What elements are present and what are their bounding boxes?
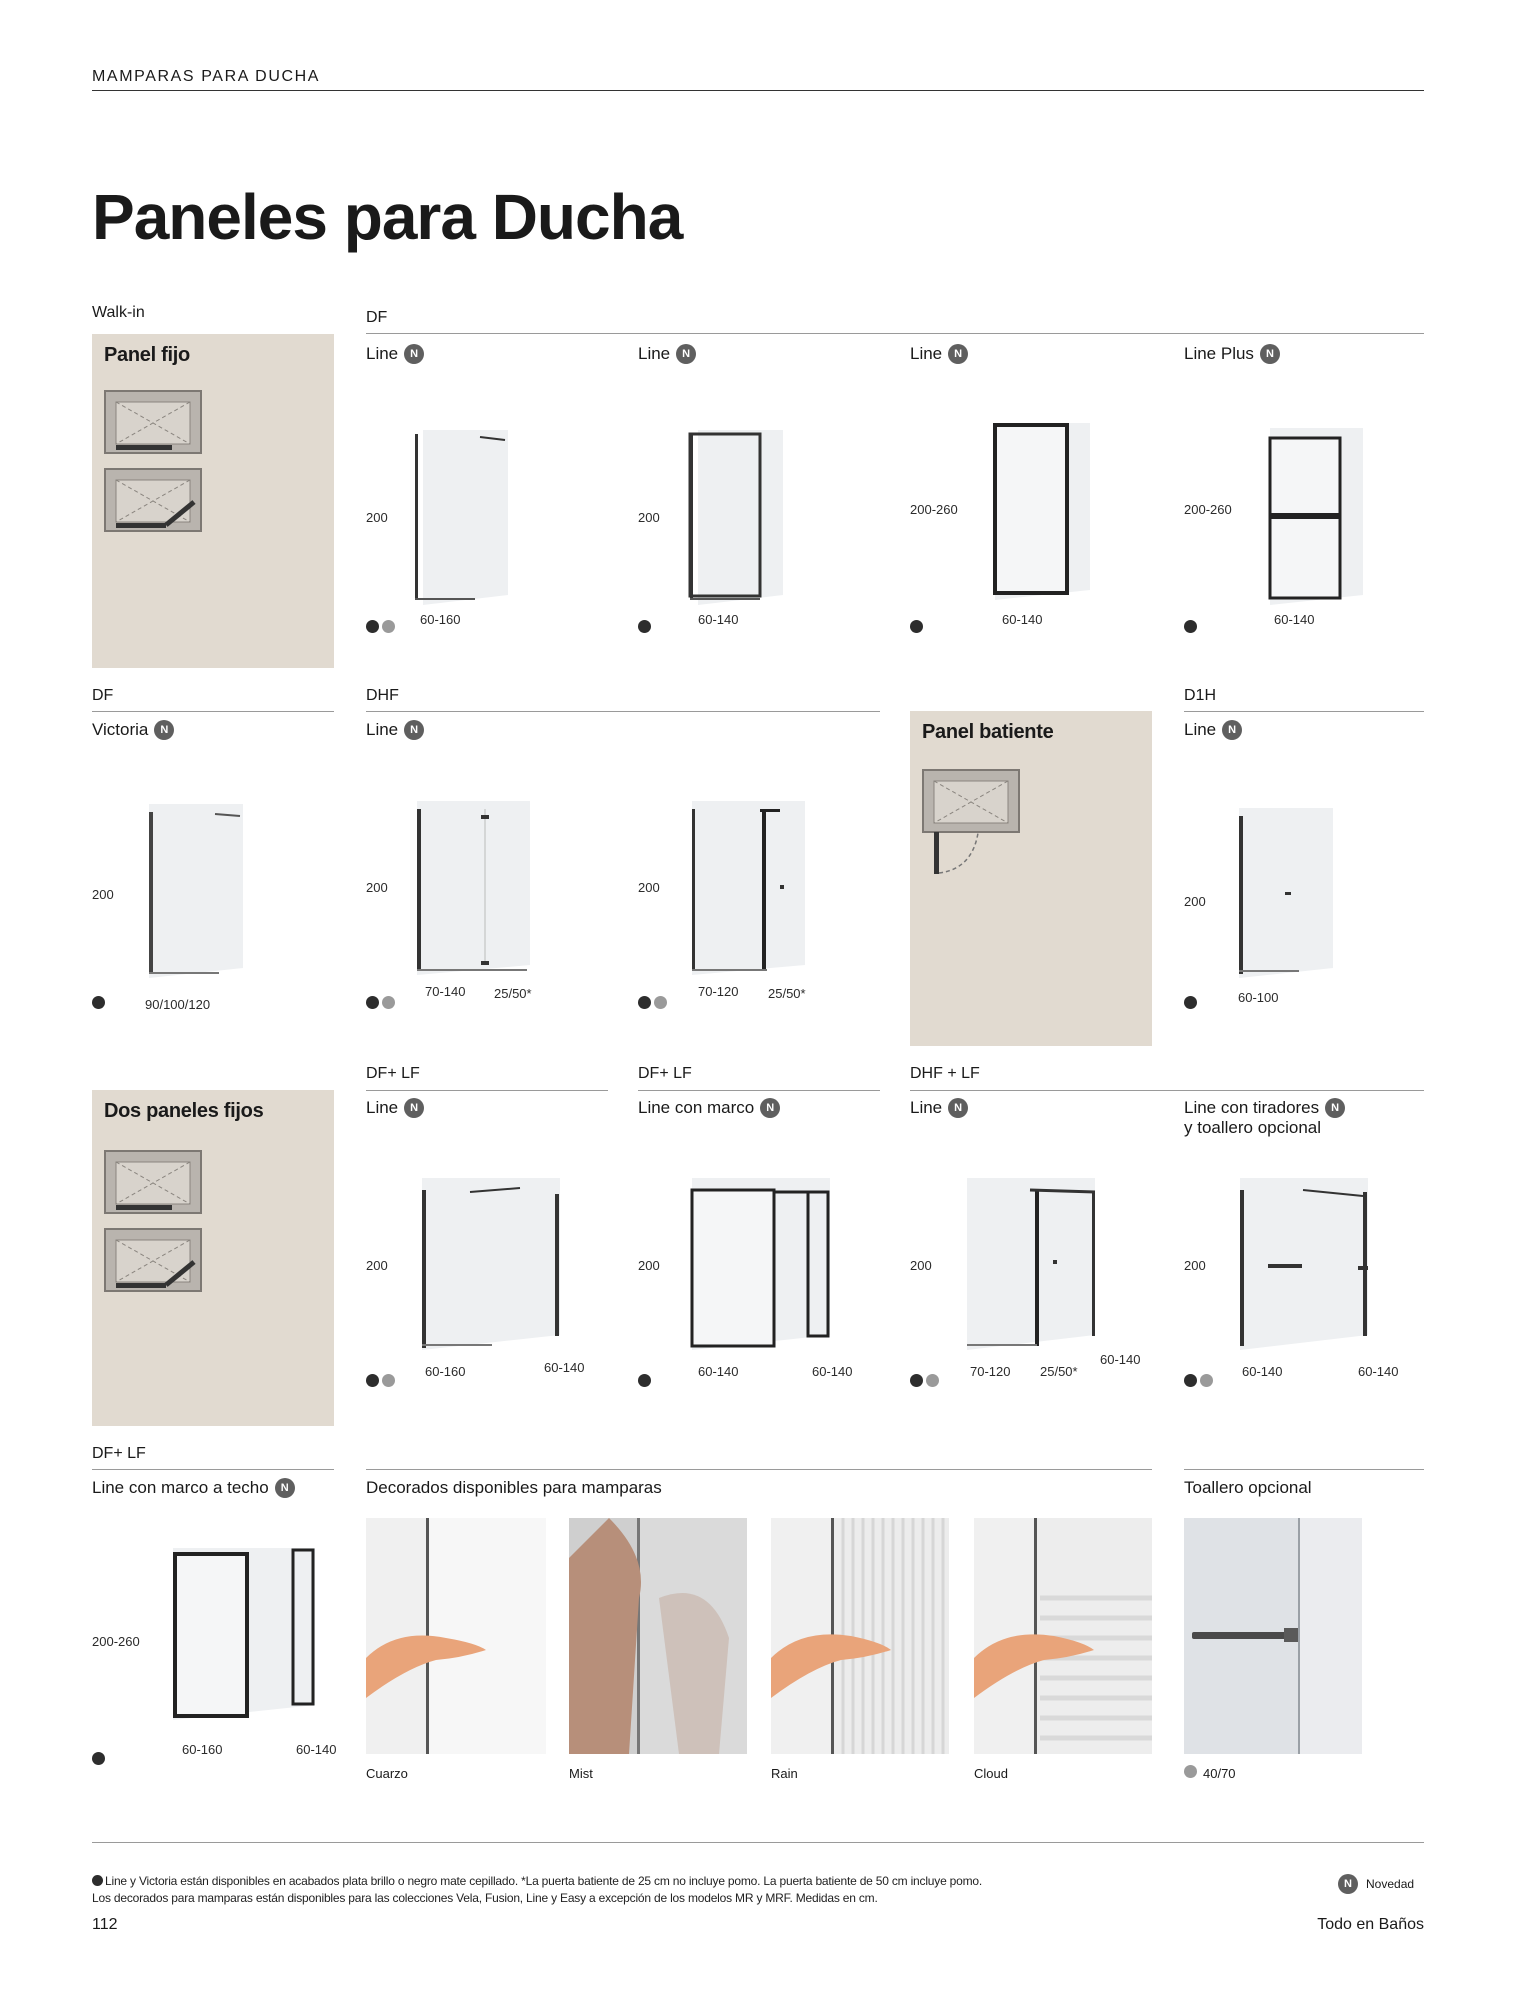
width-dimension: 70-120 (970, 1364, 1011, 1379)
height-dimension: 200 (638, 880, 660, 895)
height-dimension: 200 (910, 1258, 932, 1273)
black-finish-swatch (92, 996, 105, 1009)
finish-swatches (92, 1752, 105, 1765)
df-rule (92, 711, 334, 712)
row4-category: DF+ LF (92, 1445, 146, 1462)
return-dimension: 60-140 (296, 1742, 337, 1757)
black-finish-swatch (366, 996, 379, 1009)
two-panels-return-diagram-icon (104, 1228, 202, 1292)
width-dimension: 70-120 (698, 984, 739, 999)
black-finish-swatch (1184, 620, 1197, 633)
black-finish-swatch (638, 1374, 651, 1387)
height-dimension: 200 (366, 510, 388, 525)
height-dimension: 200 (92, 887, 114, 902)
black-finish-swatch (910, 620, 923, 633)
page-number: 112 (92, 1916, 118, 1933)
silver-finish-swatch (1184, 1765, 1197, 1778)
black-finish-swatch (366, 620, 379, 633)
shower-line-pulls-towel-image (1228, 1170, 1378, 1360)
silver-finish-swatch (382, 620, 395, 633)
door-dimension: 25/50* (768, 986, 806, 1001)
fixed-panel-return-diagram-icon (104, 468, 202, 532)
height-dimension: 200 (366, 880, 388, 895)
silver-finish-swatch (1200, 1374, 1213, 1387)
panel-batiente-title: Panel batiente (922, 721, 1054, 743)
d1h-category: D1H (1184, 687, 1217, 704)
black-finish-swatch (910, 1374, 923, 1387)
novedad-badge-icon: N (404, 1098, 424, 1118)
decor-caption: Cloud (974, 1766, 1008, 1781)
dos-paneles-title: Dos paneles fijos (104, 1100, 264, 1122)
novedad-badge-icon: N (404, 720, 424, 740)
width-dimension: 90/100/120 (145, 997, 211, 1012)
shower-panel-dhf-line-image (405, 793, 535, 983)
finish-swatches (366, 620, 395, 633)
row4-rule (92, 1469, 334, 1470)
header-rule (92, 90, 1424, 91)
towel-bar-image (1184, 1518, 1362, 1754)
walkin-label: Walk-in (92, 304, 145, 321)
finish-swatches (92, 996, 105, 1009)
product-name: Line N (638, 344, 696, 364)
height-dimension: 200 (1184, 1258, 1206, 1273)
row3-category: DHF + LF (910, 1065, 980, 1082)
product-name: Line con marco N (638, 1098, 780, 1118)
shower-frame-to-ceiling-image (165, 1540, 320, 1730)
product-name: Line N (366, 720, 424, 740)
product-name: Line N (1184, 720, 1242, 740)
decor-title: Decorados disponibles para mamparas (366, 1478, 662, 1497)
dhf-category: DHF (366, 687, 399, 704)
product-name: Line N (366, 1098, 424, 1118)
panel-batiente-box (910, 711, 1152, 1046)
width-dimension: 60-140 (1002, 612, 1043, 627)
finish-swatches (366, 1374, 395, 1387)
shower-panel-line-image (405, 420, 515, 610)
row3-rule (366, 1090, 608, 1091)
decor-mist-image (569, 1518, 747, 1754)
door-dimension: 25/50* (494, 986, 532, 1001)
height-dimension: 200 (638, 1258, 660, 1273)
row3-rule (638, 1090, 880, 1091)
product-name: Line con tiradores N y toallero opcional (1184, 1098, 1345, 1138)
footnote: Line y Victoria están disponibles en acabados plata brillo o negro mate cepillado. *La puerta batiente de 25 cm no incluye pomo. La puerta batiente de 50 cm incluye pomo. Los decorados para mamparas están disponibles para las colecciones Vela, Fusion, Line y Easy a excepción de los modelos MR y MRF. Medidas en cm. (92, 1874, 983, 1905)
black-finish-swatch (638, 996, 651, 1009)
width-dimension: 60-100 (1238, 990, 1279, 1005)
novedad-badge-icon: N (275, 1478, 295, 1498)
shower-panel-line-frame-image (680, 420, 790, 610)
novedad-badge-icon: N (760, 1098, 780, 1118)
novedad-badge-icon: N (154, 720, 174, 740)
decor-caption: Rain (771, 1766, 798, 1781)
width-dimension: 60-140 (698, 1364, 739, 1379)
finish-swatches (638, 996, 667, 1009)
silver-finish-swatch (382, 1374, 395, 1387)
shower-panel-line-full-frame-image (985, 415, 1095, 605)
return-dimension: 60-140 (544, 1360, 585, 1375)
towel-size: 40/70 (1203, 1766, 1236, 1781)
decor-rule (366, 1469, 1152, 1470)
panel-fijo-box (92, 334, 334, 668)
black-finish-swatch (1184, 1374, 1197, 1387)
shower-two-panels-frame-image (680, 1170, 840, 1360)
black-finish-swatch (92, 1875, 103, 1886)
section-header: MAMPARAS PARA DUCHA (92, 68, 321, 85)
shower-panel-victoria-image (135, 796, 250, 986)
return-dimension: 60-140 (1358, 1364, 1399, 1379)
toallero-rule (1184, 1469, 1424, 1470)
width-dimension: 60-160 (420, 612, 461, 627)
row3-category: DF+ LF (638, 1065, 692, 1082)
black-finish-swatch (366, 1374, 379, 1387)
black-finish-swatch (638, 620, 651, 633)
height-dimension: 200-260 (92, 1634, 140, 1649)
novedad-badge-icon: N (948, 1098, 968, 1118)
product-name: Victoria N (92, 720, 174, 740)
two-panels-diagram-icon (104, 1150, 202, 1214)
finish-swatches (638, 620, 651, 633)
width-dimension: 60-160 (182, 1742, 223, 1757)
novedad-legend: N Novedad (1338, 1874, 1414, 1894)
silver-finish-swatch (654, 996, 667, 1009)
finish-swatches (910, 620, 923, 633)
finish-swatches (366, 996, 395, 1009)
novedad-badge-icon: N (948, 344, 968, 364)
decor-caption: Mist (569, 1766, 593, 1781)
shower-two-panels-line-image (410, 1170, 570, 1360)
height-dimension: 200 (638, 510, 660, 525)
product-name: Line Plus N (1184, 344, 1280, 364)
panel-fijo-title: Panel fijo (104, 344, 190, 366)
height-dimension: 200-260 (1184, 502, 1232, 517)
black-finish-swatch (1184, 996, 1197, 1009)
row3-category: DF+ LF (366, 1065, 420, 1082)
product-name: Line N (910, 344, 968, 364)
row1-category: DF (366, 309, 388, 326)
width-dimension: 60-160 (425, 1364, 466, 1379)
row1-rule (366, 333, 1424, 334)
d1h-rule (1184, 711, 1424, 712)
product-name: Line N (910, 1098, 968, 1118)
height-dimension: 200-260 (910, 502, 958, 517)
brand-name: Todo en Baños (1317, 1916, 1424, 1933)
row3-rule (910, 1090, 1424, 1091)
shower-panel-dhf-line-frame-image (680, 793, 810, 983)
shower-dhf-lf-line-image (955, 1170, 1105, 1360)
fixed-panel-diagram-icon (104, 390, 202, 454)
novedad-badge-icon: N (1260, 344, 1280, 364)
novedad-badge-icon: N (676, 344, 696, 364)
dos-paneles-box (92, 1090, 334, 1426)
silver-finish-swatch (382, 996, 395, 1009)
silver-finish-swatch (926, 1374, 939, 1387)
toallero-title: Toallero opcional (1184, 1478, 1312, 1497)
finish-swatches (910, 1374, 939, 1387)
decor-cuarzo-image (366, 1518, 546, 1754)
decor-rain-image (771, 1518, 949, 1754)
black-finish-swatch (92, 1752, 105, 1765)
height-dimension: 200 (1184, 894, 1206, 909)
width-dimension: 70-140 (425, 984, 466, 999)
return-dimension: 60-140 (1100, 1352, 1141, 1367)
finish-swatches (1184, 1765, 1197, 1778)
height-dimension: 200 (366, 1258, 388, 1273)
novedad-badge-icon: N (1222, 720, 1242, 740)
shower-panel-d1h-line-image (1225, 800, 1340, 985)
product-name: Line con marco a techo N (92, 1478, 295, 1498)
decor-caption: Cuarzo (366, 1766, 408, 1781)
decor-cloud-image (974, 1518, 1152, 1754)
novedad-badge-icon: N (1338, 1874, 1358, 1894)
finish-swatches (638, 1374, 651, 1387)
dhf-rule (366, 711, 880, 712)
finish-swatches (1184, 620, 1197, 633)
width-dimension: 60-140 (698, 612, 739, 627)
footer-rule (92, 1842, 1424, 1843)
finish-swatches (1184, 996, 1197, 1009)
shower-panel-line-plus-image (1258, 420, 1368, 610)
df-category: DF (92, 687, 114, 704)
door-dimension: 25/50* (1040, 1364, 1078, 1379)
novedad-badge-icon: N (1325, 1098, 1345, 1118)
novedad-badge-icon: N (404, 344, 424, 364)
swing-panel-diagram-icon (922, 769, 1022, 879)
return-dimension: 60-140 (812, 1364, 853, 1379)
page-title: Paneles para Ducha (92, 181, 683, 253)
product-name: Line N (366, 344, 424, 364)
finish-swatches (1184, 1374, 1213, 1387)
width-dimension: 60-140 (1274, 612, 1315, 627)
width-dimension: 60-140 (1242, 1364, 1283, 1379)
